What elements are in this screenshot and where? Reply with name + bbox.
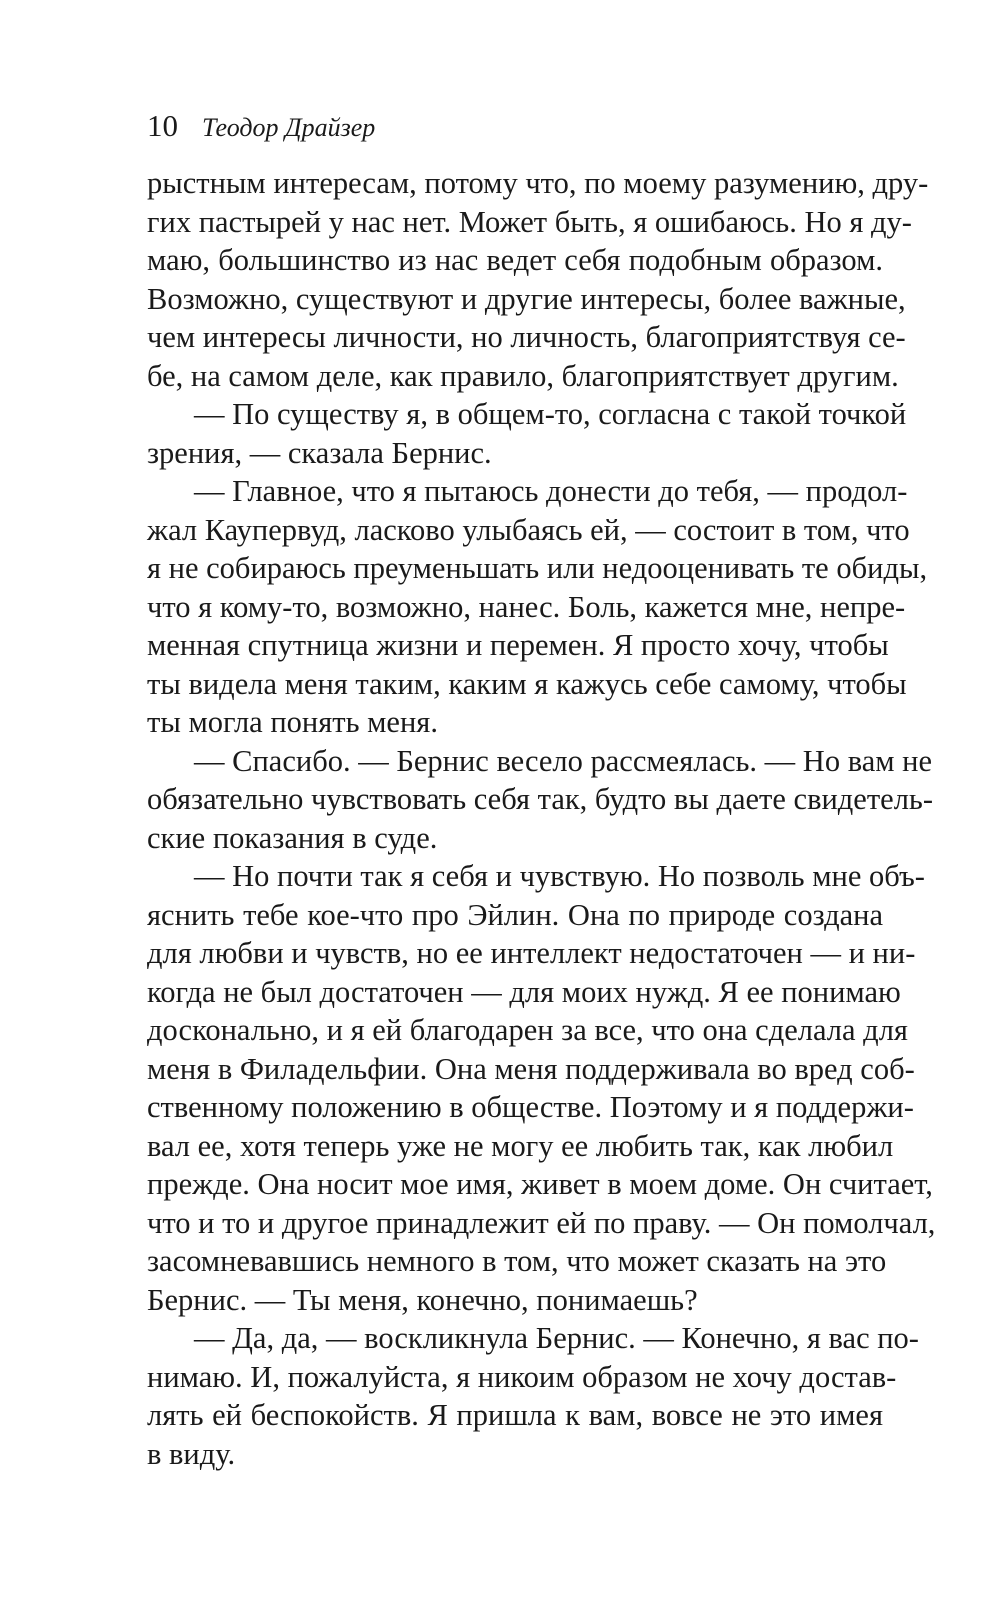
text-line: — Спасибо. — Бернис весело рассмеялась. — Но вам не xyxy=(194,743,933,778)
text-line: я не собираюсь преуменьшать или недооценивать те обиды, xyxy=(147,551,928,585)
text-line: — Но почти так я себя и чувствую. Но позволь мне объ- xyxy=(194,859,925,893)
text-line: маю, большинство из нас ведет себя подобным образом. xyxy=(147,243,883,277)
author-name: Теодор Драйзер xyxy=(202,113,376,142)
text-line: ственному положению в обществе. Поэтому и я поддержи- xyxy=(147,1090,914,1124)
running-head xyxy=(147,108,375,152)
text-line: нимаю. И, пожалуйста, я никоим образом не хочу достав- xyxy=(147,1359,897,1394)
text-line: ты видела меня таким, каким я кажусь себе самому, чтобы xyxy=(147,666,907,701)
text-line: — Да, да, — воскликнула Бернис. — Конечно, я вас по- xyxy=(194,1321,919,1355)
text-line: когда не был достаточен — для моих нужд. Я ее понимаю xyxy=(147,974,901,1009)
text-line: яснить тебе кое-что про Эйлин. Она по природе создана xyxy=(147,897,883,932)
text-line: зрения, — сказала Бернис. xyxy=(147,435,492,470)
text-line: жал Каупервуд, ласково улыбаясь ей, — состоит в том, что xyxy=(147,512,910,547)
text-line: бе, на самом деле, как правило, благоприятствует другим. xyxy=(147,358,899,393)
text-line: гих пастырей у нас нет. Может быть, я ошибаюсь. Но я ду- xyxy=(147,204,912,239)
text-line: меня в Филадельфии. Она меня поддерживала во вред соб- xyxy=(147,1051,915,1086)
text-line: засомневавшись немного в том, что может сказать на это xyxy=(147,1244,887,1278)
text-line: вал ее, хотя теперь уже не могу ее любить так, как любил xyxy=(147,1128,894,1163)
text-line: что и то и другое принадлежит ей по праву. — Он помолчал, xyxy=(147,1205,936,1240)
text-line: досконально, и я ей благодарен за все, что она сделала для xyxy=(147,1013,908,1047)
text-line: менная спутница жизни и перемен. Я просто хочу, чтобы xyxy=(147,628,889,662)
body-text xyxy=(147,164,936,1473)
text-line: Возможно, существуют и другие интересы, более важные, xyxy=(147,281,906,316)
text-line: ские показания в суде. xyxy=(147,820,438,855)
text-line: чем интересы личности, но личность, благоприятствуя се- xyxy=(147,320,906,354)
text-line: ты могла понять меня. xyxy=(147,705,438,739)
text-line: — Главное, что я пытаюсь донести до тебя, — продол- xyxy=(194,474,908,508)
text-line: Бернис. — Ты меня, конечно, понимаешь? xyxy=(147,1282,698,1317)
text-line: рыстным интересам, потому что, по моему разумению, дру- xyxy=(147,166,929,200)
text-line: обязательно чувствовать себя так, будто вы даете свидетель- xyxy=(147,782,934,816)
text-line: лять ей беспокойств. Я пришла к вам, вовсе не это имея xyxy=(147,1398,883,1432)
text-line: прежде. Она носит мое имя, живет в моем доме. Он считает, xyxy=(147,1167,933,1201)
text-line: в виду. xyxy=(147,1436,236,1471)
text-line: для любви и чувств, но ее интеллект недостаточен — и ни- xyxy=(147,936,916,970)
text-line: что я кому-то, возможно, нанес. Боль, кажется мне, непре- xyxy=(147,589,906,624)
text-line: — По существу я, в общем-то, согласна с такой точкой xyxy=(194,397,907,431)
page-number: 10 xyxy=(147,108,178,143)
